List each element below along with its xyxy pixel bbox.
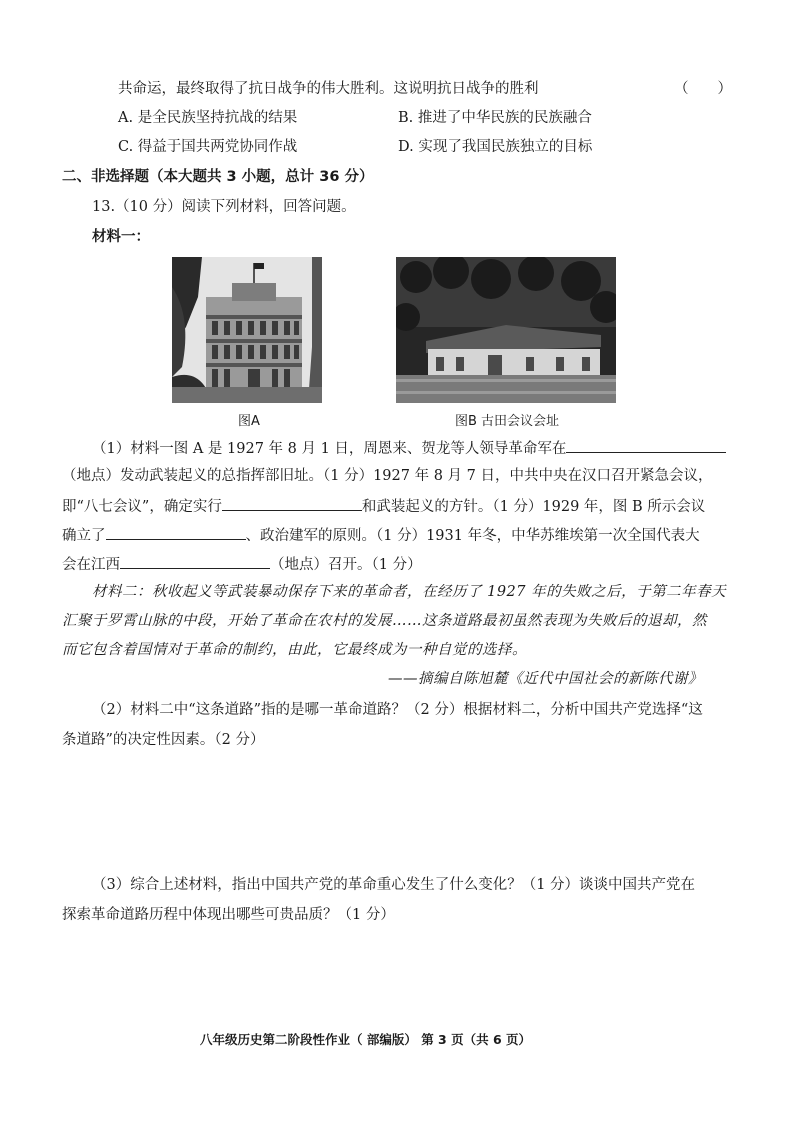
q13-intro: 13.（10 分）阅读下列材料，回答问题。 — [92, 199, 356, 215]
part1-text-g: （地点）召开。（1 分） — [270, 557, 422, 573]
part1-text-a: （1）材料一图 A 是 1927 年 8 月 1 日，周恩来、贺龙等人领导革命军在 — [92, 441, 567, 457]
page-footer: 八年级历史第二阶段性作业（ 部编版） 第 3 页（共 6 页） — [200, 1032, 532, 1047]
blank-uprising-location[interactable] — [566, 437, 726, 453]
q12-answer-paren: （ ） — [674, 81, 732, 97]
blank-congress-location[interactable] — [120, 553, 270, 569]
q12-option-c: C. 得益于国共两党协同作战 — [118, 139, 298, 155]
figure-a-caption: 图A — [238, 414, 260, 429]
material2-source: ——摘编自陈旭麓《近代中国社会的新陈代谢》 — [388, 671, 703, 687]
part1-line5 — [62, 553, 422, 575]
q12-option-b: B. 推进了中华民族的民族融合 — [398, 110, 592, 126]
material2-line3: 而它包含着国情对于革命的制约，由此，它最终成为一种自觉的选择。 — [62, 642, 527, 658]
figure-b-caption: 图B 古田会议会址 — [455, 414, 560, 429]
q12-option-a: A. 是全民族坚持抗战的结果 — [118, 110, 298, 126]
figure-b-photo — [396, 257, 616, 403]
part1-line4 — [62, 524, 700, 546]
gutian-meeting-site-image — [396, 257, 616, 403]
part1-line3 — [62, 495, 705, 517]
part1-text-b: 即“八七会议”，确定实行 — [62, 499, 222, 515]
part1-line1 — [92, 437, 726, 459]
q12-option-d: D. 实现了我国民族独立的目标 — [398, 139, 593, 155]
blank-principle[interactable] — [106, 524, 246, 540]
q12-stem: 共命运，最终取得了抗日战争的伟大胜利。这说明抗日战争的胜利 — [118, 81, 539, 97]
part2-line1: （2）材料二中“这条道路”指的是哪一革命道路？（2 分）根据材料二，分析中国共产党选择“这 — [92, 702, 703, 718]
material2-line2: 汇聚于罗霄山脉的中段，开始了革命在农村的发展……这条道路最初虽然表现为失败后的退却，然 — [62, 613, 707, 629]
part3-line2: 探索革命道路历程中体现出哪些可贵品质？（1 分） — [62, 907, 395, 923]
part1-text-d: 确立了 — [62, 528, 106, 544]
part1-text-c: 和武装起义的方针。（1 分）1929 年，图 B 所示会议 — [361, 499, 706, 515]
part1-line2: （地点）发动武装起义的总指挥部旧址。（1 分）1927 年 8 月 7 日，中共中央在汉口召开紧急会议， — [62, 468, 713, 484]
part2-line2: 条道路”的决定性因素。（2 分） — [62, 732, 265, 748]
section-heading: 二、非选择题（本大题共 3 小题，总计 36 分） — [62, 169, 374, 185]
part1-text-f: 会在江西 — [62, 557, 120, 573]
nanchang-building-image — [172, 257, 322, 403]
figure-a-photo — [172, 257, 322, 403]
part3-line1: （3）综合上述材料，指出中国共产党的革命重心发生了什么变化？（1 分）谈谈中国共产党在 — [92, 877, 696, 893]
blank-policy[interactable] — [222, 495, 362, 511]
material1-label: 材料一： — [92, 229, 150, 245]
part1-text-e: 、政治建军的原则。（1 分）1931 年冬，中华苏维埃第一次全国代表大 — [245, 528, 700, 544]
material2-line1: 材料二：秋收起义等武装暴动保存下来的革命者，在经历了 1927 年的失败之后，于第二年春天 — [92, 584, 727, 600]
